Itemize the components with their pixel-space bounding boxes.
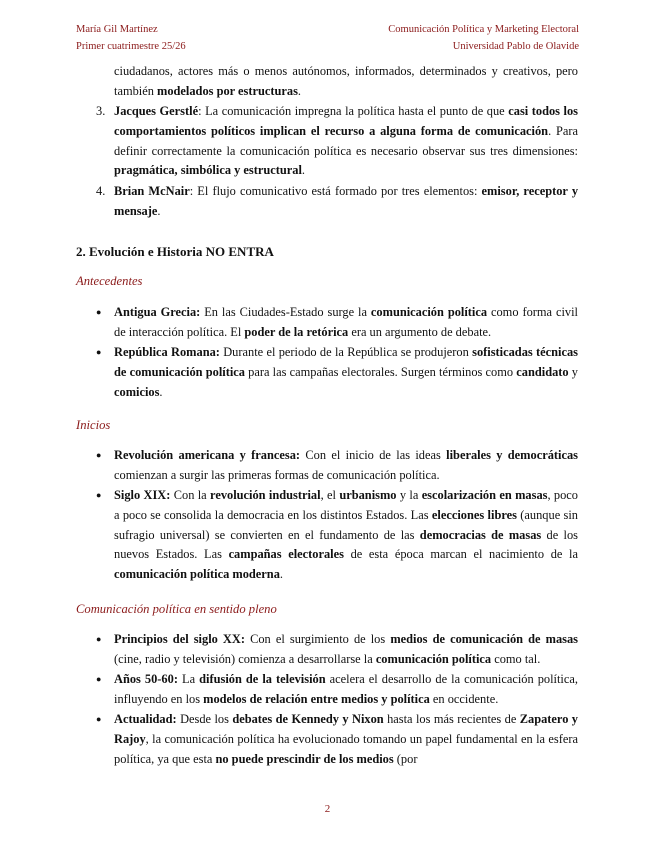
item-bold: escolarización en masas <box>421 488 548 502</box>
intro-text: también <box>114 83 158 98</box>
bullet-icon: ● <box>96 714 102 724</box>
item-text: en occidente. <box>429 691 499 706</box>
item-text: . Para definir correctamente la comunicación política es necesario observar sus tres dimensiones: <box>114 123 578 158</box>
item-name: Antigua Grecia: <box>114 305 201 319</box>
item-bold: urbanismo <box>339 488 397 502</box>
item-text: (aunque sin sufragio universal) se convierten en el fundamento de las <box>114 507 578 542</box>
list-item-actualidad <box>114 710 578 769</box>
author-name: Jacques Gerstlé <box>114 104 199 118</box>
item-text: Desde los <box>176 712 233 726</box>
numbered-item-gerstle <box>114 102 578 181</box>
subsection-heading-pleno: Comunicación política en sentido pleno <box>76 602 277 616</box>
header-author: María Gil Martínez <box>76 24 158 35</box>
item-bold: liberales y democráticas <box>446 448 578 462</box>
item-text: comienzan a surgir las primeras formas de comunicación política. <box>114 467 440 482</box>
item-bold: casi todos los comportamientos políticos implican el recurso a alguna forma de comunicación <box>114 104 578 138</box>
item-bold: emisor, receptor y mensaje <box>114 184 579 218</box>
header-subject: Comunicación Política y Marketing Electoral <box>388 24 579 35</box>
item-bold: comunicación política <box>375 651 492 666</box>
item-bold: comunicación política <box>370 305 488 319</box>
intro-end: . <box>297 83 302 98</box>
item-text: Con el inicio de las ideas <box>300 448 447 462</box>
bullet-icon: ● <box>96 674 102 684</box>
item-text: : La comunicación impregna la política hasta el punto de que <box>198 104 509 118</box>
item-text: Durante el periodo de la República se produjeron <box>219 345 473 359</box>
item-text: , poco a poco se consolida la democracia en los distintos Estados. Las <box>114 488 579 522</box>
list-number: 3. <box>96 104 106 118</box>
bullet-icon: ● <box>96 347 102 357</box>
item-bold: Zapatero y Rajoy <box>114 712 579 746</box>
item-text: , el <box>320 488 340 502</box>
item-bold: candidato <box>516 364 569 379</box>
item-text: para las campañas electorales. Surgen términos como <box>244 364 517 379</box>
item-bold: modelos de relación entre medios y política <box>203 691 430 706</box>
list-item-siglo-xx <box>114 630 578 670</box>
item-text: hasta los más recientes de <box>383 712 520 726</box>
item-bold: comicios <box>114 384 160 399</box>
bullet-icon: ● <box>96 450 102 460</box>
item-bold: poder de la retórica <box>244 324 349 339</box>
item-bold: campañas electorales <box>228 547 344 562</box>
item-text: La <box>177 672 200 686</box>
item-text: En las Ciudades-Estado surge la <box>200 305 371 319</box>
item-bold: medios de comunicación de masas <box>390 632 578 646</box>
item-bold: comunicación política moderna <box>114 567 280 582</box>
item-text: y la <box>396 488 422 502</box>
item-name: República Romana: <box>114 345 220 359</box>
bullet-icon: ● <box>96 634 102 644</box>
list-item-siglo-xix <box>114 486 578 585</box>
section-title: 2. Evolución e Historia NO ENTRA <box>76 244 274 259</box>
item-text: . <box>157 203 161 218</box>
item-text: (cine, radio y televisión) comienza a desarrollarse la <box>114 651 376 666</box>
item-bold: sofisticadas técnicas de comunicación política <box>114 345 579 379</box>
item-text: de esta época marcan el nacimiento de la <box>343 547 578 562</box>
item-bold: pragmática, simbólica y estructural <box>114 163 302 178</box>
item-text: acelera el desarrollo de la comunicación política, influyendo en los <box>114 672 578 706</box>
header-term: Primer cuatrimestre 25/26 <box>76 41 186 52</box>
item-text: Con el surgimiento de los <box>244 632 391 646</box>
author-name: Brian McNair <box>114 184 190 198</box>
item-name: Principios del siglo XX: <box>114 632 245 646</box>
list-item-roma <box>114 343 578 402</box>
bullet-icon: ● <box>96 490 102 500</box>
intro-bold: modelados por estructuras <box>157 83 298 98</box>
numbered-item-mcnair <box>114 182 578 222</box>
subsection-heading-antecedentes: Antecedentes <box>76 274 143 288</box>
list-item-anos-50-60 <box>114 670 578 710</box>
page-number: 2 <box>324 803 331 815</box>
bullet-icon: ● <box>96 307 102 317</box>
list-number: 4. <box>96 184 106 198</box>
item-text: (por <box>393 751 418 766</box>
item-text: era un argumento de debate. <box>348 324 492 339</box>
item-text: y <box>568 364 578 379</box>
item-text: : El flujo comunicativo está formado por tres elementos: <box>189 184 482 198</box>
item-name: Años 50-60: <box>114 672 178 686</box>
item-bold: difusión de la televisión <box>199 672 326 686</box>
item-text: como tal. <box>491 651 541 666</box>
item-text: . <box>159 384 163 399</box>
item-text: de los nuevos Estados. Las <box>114 527 578 562</box>
item-text: . <box>279 567 283 582</box>
item-bold: debates de Kennedy y Nixon <box>232 712 384 726</box>
subsection-heading-inicios: Inicios <box>76 418 111 432</box>
header-university: Universidad Pablo de Olavide <box>452 41 579 52</box>
item-text: como forma civil de interacción política. El <box>114 305 578 339</box>
item-bold: no puede prescindir de los medios <box>215 751 394 766</box>
item-name: Siglo XIX: <box>114 488 171 502</box>
list-item-grecia <box>114 303 578 343</box>
intro-paragraph <box>114 62 578 102</box>
item-name: Actualidad: <box>114 712 177 726</box>
item-bold: revolución industrial <box>210 488 321 502</box>
item-bold: elecciones libres <box>431 507 517 522</box>
item-text: , la comunicación política ha evolucionado tomando un papel fundamental en la esfera política, ya que esta <box>114 731 578 766</box>
intro-line-a: ciudadanos, actores más o menos autónomos, informados, determinados y creativos, pero <box>114 64 578 78</box>
item-bold: democracias de masas <box>419 527 542 542</box>
item-name: Revolución americana y francesa: <box>114 448 301 462</box>
item-text: . <box>301 163 306 178</box>
list-item-revolucion <box>114 446 578 486</box>
item-text: Con la <box>170 488 211 502</box>
